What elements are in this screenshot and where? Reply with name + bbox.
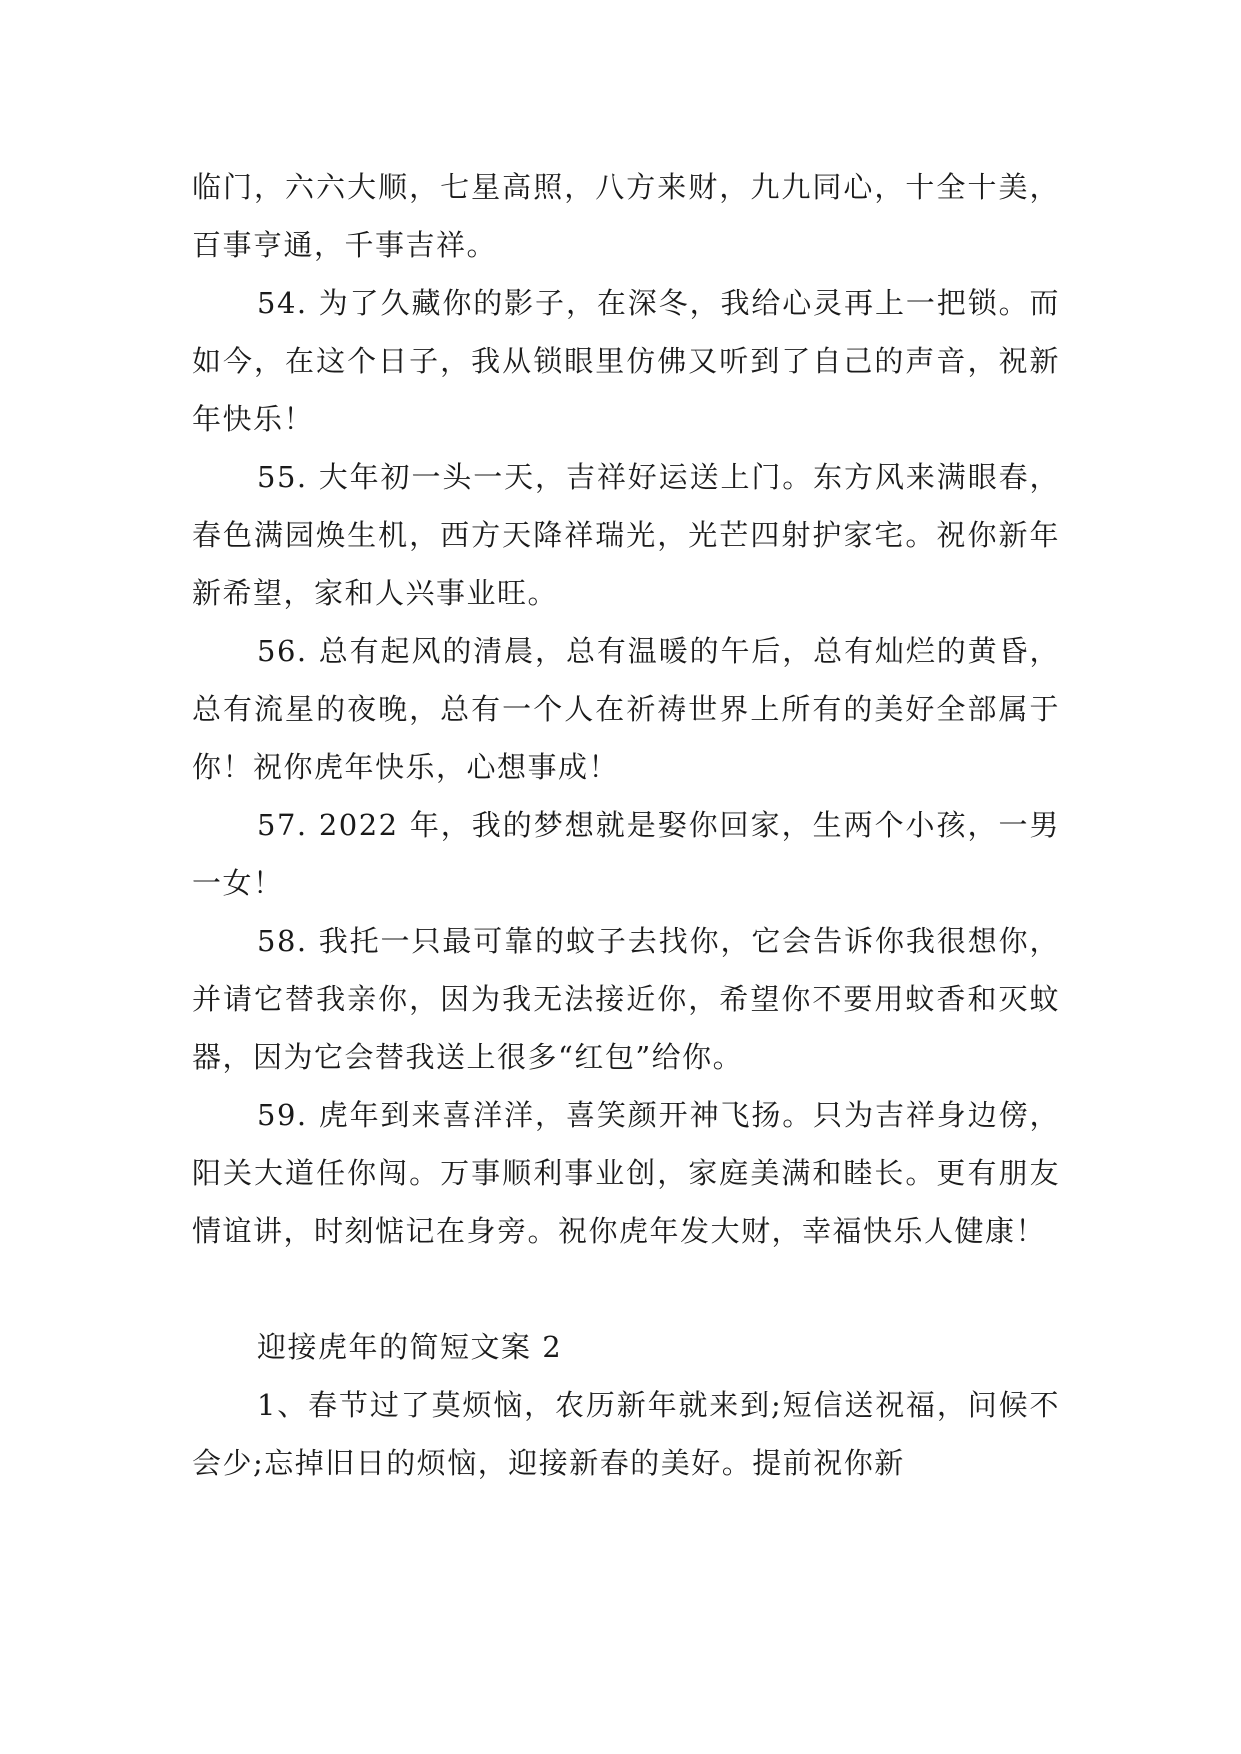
paragraph-58: 58. 我托一只最可靠的蚊子去找你，它会告诉你我很想你，并请它替我亲你，因为我无法接近你，希望你不要用蚊香和灭蚊器，因为它会替我送上很多“红包”给你。 [192,924,1060,1074]
paragraph-57: 57. 2022 年，我的梦想就是娶你回家，生两个小孩，一男一女！ [192,808,1060,900]
document-body [192,158,1060,1492]
paragraph-56: 56. 总有起风的清晨，总有温暖的午后，总有灿烂的黄昏，总有流星的夜晚，总有一个人在祈祷世界上所有的美好全部属于你！祝你虎年快乐，心想事成！ [192,634,1060,784]
paragraph-59: 59. 虎年到来喜洋洋，喜笑颜开神飞扬。只为吉祥身边傍，阳关大道任你闯。万事顺利事业创，家庭美满和睦长。更有朋友情谊讲，时刻惦记在身旁。祝你虎年发大财，幸福快乐人健康！ [192,1098,1060,1248]
paragraph-55: 55. 大年初一头一天，吉祥好运送上门。东方风来满眼春，春色满园焕生机，西方天降祥瑞光，光芒四射护家宅。祝你新年新希望，家和人兴事业旺。 [192,460,1060,610]
section-heading: 迎接虎年的简短文案 2 [257,1330,563,1364]
paragraph-continued: 临门，六六大顺，七星高照，八方来财，九九同心，十全十美，百事亨通，千事吉祥。 [192,170,1060,262]
paragraph-54: 54. 为了久藏你的影子，在深冬，我给心灵再上一把锁。而如今，在这个日子，我从锁眼里仿佛又听到了自己的声音，祝新年快乐！ [192,286,1060,436]
section-paragraph-1: 1、春节过了莫烦恼，农历新年就来到;短信送祝福，问候不会少;忘掉旧日的烦恼，迎接新春的美好。提前祝你新 [192,1388,1060,1480]
